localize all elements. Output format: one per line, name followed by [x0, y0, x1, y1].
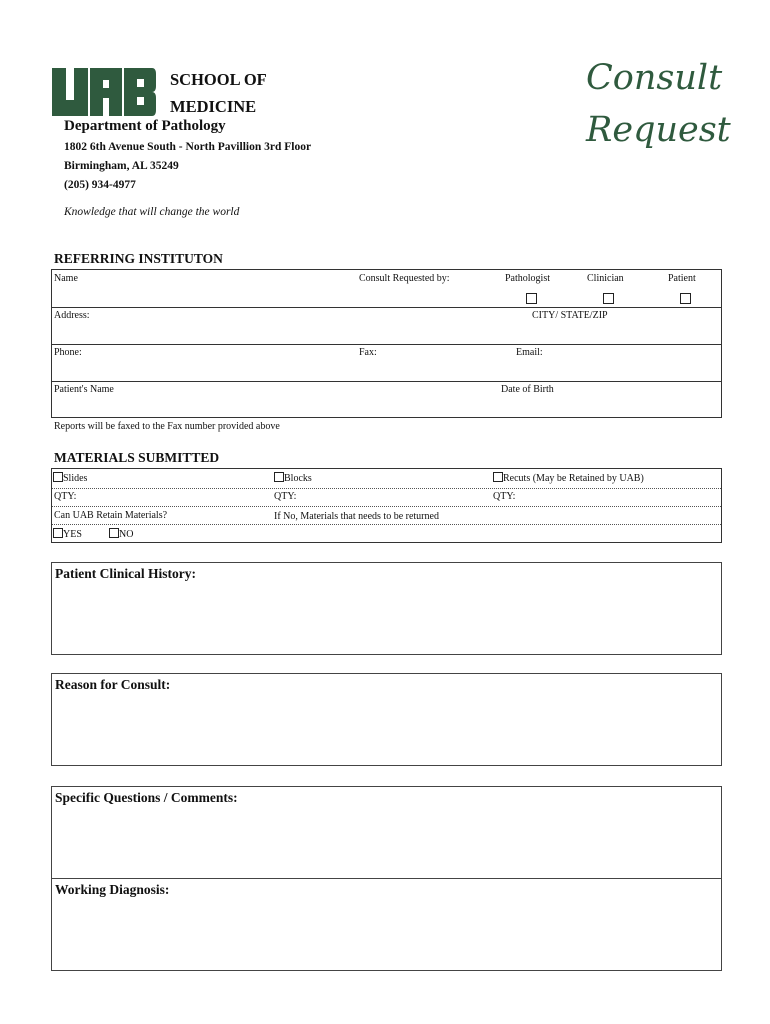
uab-logo — [52, 68, 156, 116]
email-label: Email: — [516, 347, 543, 358]
pathologist-label: Pathologist — [505, 273, 551, 284]
recuts-qty-label: QTY: — [493, 491, 516, 502]
tagline: Knowledge that will change the world — [64, 206, 240, 218]
materials-section-title: MATERIALS SUBMITTED — [54, 450, 220, 465]
blocks-checkbox[interactable] — [274, 472, 284, 482]
diagnosis-title: Working Diagnosis: — [55, 882, 170, 897]
reason-box[interactable] — [51, 673, 722, 766]
questions-title: Specific Questions / Comments: — [55, 790, 238, 805]
name-label: Name — [54, 273, 78, 284]
department-name: Department of Pathology — [64, 118, 226, 134]
referring-table — [51, 269, 722, 418]
diagnosis-box[interactable] — [51, 878, 722, 971]
address-label: Address: — [54, 310, 90, 321]
blocks-qty-label: QTY: — [274, 491, 297, 502]
recuts-option[interactable] — [493, 472, 644, 484]
address-line-1: 1802 6th Avenue South - North Pavillion 3rd Floor — [64, 141, 312, 153]
patient-checkbox[interactable] — [680, 293, 691, 304]
questions-box[interactable] — [51, 786, 722, 879]
school-line-1: SCHOOL OF — [170, 70, 267, 89]
patient-name-label: Patient's Name — [54, 384, 114, 395]
slides-option[interactable] — [53, 472, 87, 484]
yes-checkbox[interactable] — [53, 528, 63, 538]
blocks-label: Blocks — [284, 473, 312, 484]
pathologist-checkbox[interactable] — [526, 293, 537, 304]
no-checkbox[interactable] — [109, 528, 119, 538]
clinical-history-title: Patient Clinical History: — [55, 566, 196, 581]
materials-table — [51, 468, 722, 543]
school-name — [170, 66, 267, 120]
reason-title: Reason for Consult: — [55, 677, 171, 692]
address-line-2: Birmingham, AL 35249 — [64, 160, 179, 172]
clinician-checkbox[interactable] — [603, 293, 614, 304]
yes-option[interactable] — [53, 528, 82, 540]
dob-label: Date of Birth — [501, 384, 554, 395]
recuts-label: Recuts (May be Retained by UAB) — [503, 473, 644, 484]
patient-label: Patient — [668, 273, 696, 284]
referring-section-title: REFERRING INSTITUTON — [54, 251, 223, 266]
fax-label: Fax: — [359, 347, 377, 358]
title-line-2: Request — [586, 110, 731, 150]
retain-question: Can UAB Retain Materials? — [54, 510, 168, 521]
recuts-checkbox[interactable] — [493, 472, 503, 482]
title-line-1: Consult — [586, 58, 723, 98]
phone-number: (205) 934-4977 — [64, 179, 136, 191]
fax-note: Reports will be faxed to the Fax number provided above — [54, 421, 280, 432]
clinician-label: Clinician — [587, 273, 624, 284]
slides-label: Slides — [63, 473, 88, 484]
city-state-zip-label: CITY/ STATE/ZIP — [532, 310, 608, 321]
blocks-option[interactable] — [274, 472, 312, 484]
slides-qty-label: QTY: — [54, 491, 77, 502]
yes-label: YES — [63, 529, 82, 540]
clinical-history-box[interactable] — [51, 562, 722, 655]
phone-label: Phone: — [54, 347, 82, 358]
no-option[interactable] — [109, 528, 133, 540]
no-label: NO — [119, 529, 134, 540]
consult-requested-label: Consult Requested by: — [359, 273, 450, 284]
school-line-2: MEDICINE — [170, 97, 257, 116]
slides-checkbox[interactable] — [53, 472, 63, 482]
return-note: If No, Materials that needs to be returned — [274, 511, 439, 522]
